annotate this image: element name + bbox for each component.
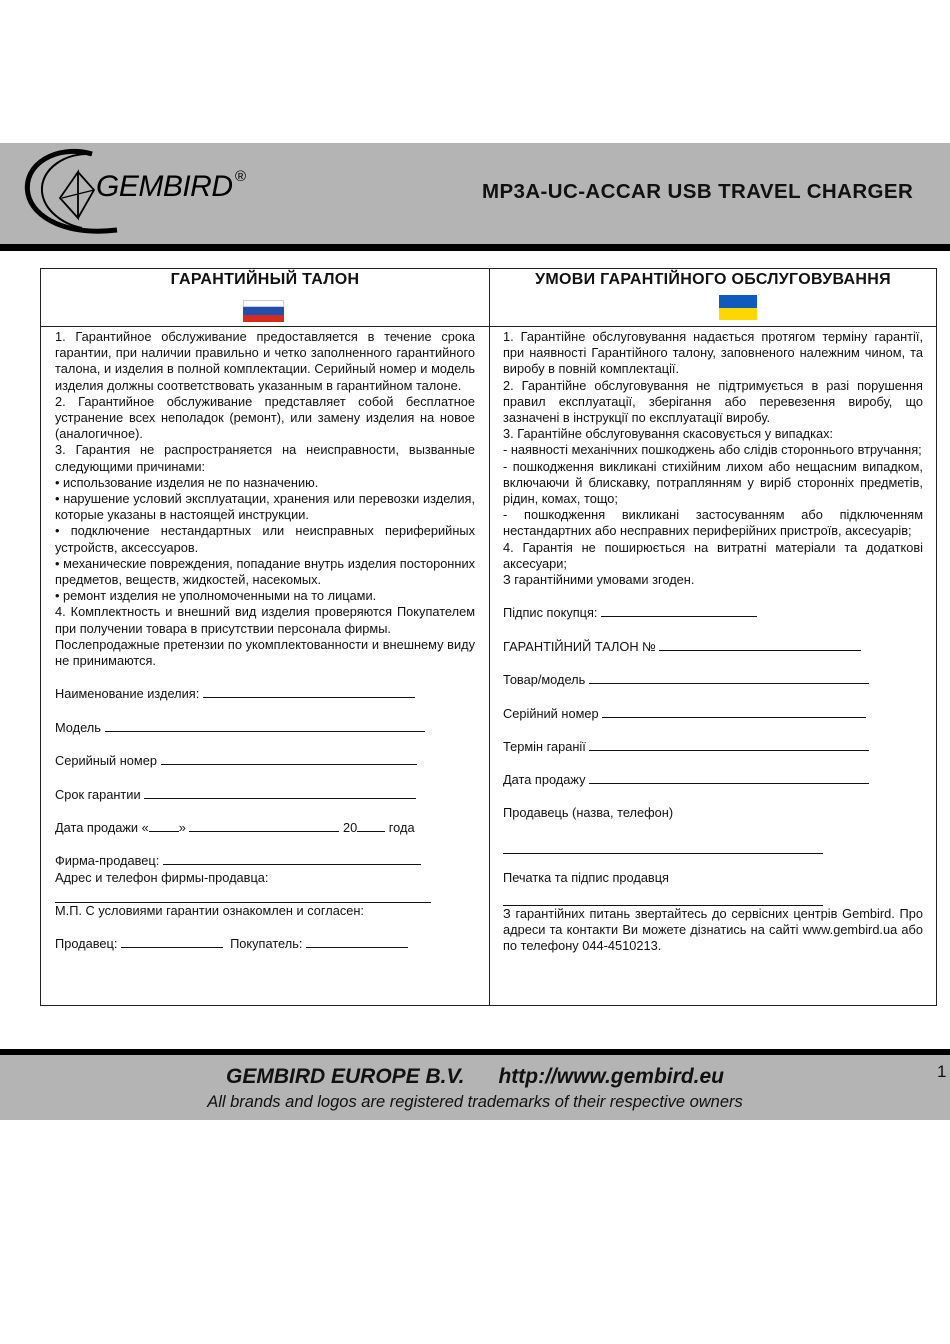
stamp-agreement: М.П. С условиями гарантии ознакомлен и согласен:	[55, 902, 364, 918]
right-paragraph: 3. Гарантійне обслуговування скасовується у випадках:	[503, 426, 834, 442]
right-paragraph: 2. Гарантійне обслуговування не підтримується в разі порушення правил експлуатації, зберігання або перевезення виробу, що зазначені в інструкції по експлуатації виробу.	[503, 377, 923, 426]
left-column	[55, 329, 475, 952]
seller-firm-field[interactable]: Фирма-продавец:	[55, 852, 475, 869]
warranty-table	[40, 268, 937, 1006]
right-column-heading: УМОВИ ГАРАНТІЙНОГО ОБСЛУГОВУВАННЯ	[535, 271, 891, 288]
service-contact-note: З гарантійних питань звертайтесь до сервісних центрів Gembird. Про адреси та контакти Ви можете дізнатись на сайті www.gembird.ua або по телефону 044-4510213.	[503, 905, 923, 953]
product-name-field[interactable]: Наименование изделия:	[55, 685, 475, 702]
header-divider	[41, 326, 936, 327]
footer-company-line	[0, 1065, 950, 1089]
company-url[interactable]: http://www.gembird.eu	[498, 1065, 724, 1088]
left-paragraph: 3. Гарантия не распространяется на неисправности, вызванные следующими причинами:	[55, 442, 475, 474]
left-paragraph: Послепродажные претензии по укомплектованности и внешнему виду не принимаются.	[55, 636, 475, 669]
ukraine-flag-icon	[719, 295, 757, 320]
signatures-field[interactable]: Продавец: Покупатель:	[55, 935, 475, 952]
right-paragraph: 1. Гарантійне обслуговування надається протягом терміну гарантії, при наявності Гарантійного талону, заповненого належним чином, та виробу в повній комплектації.	[503, 329, 923, 377]
warranty-number-field[interactable]: ГАРАНТІЙНИЙ ТАЛОН №	[503, 638, 923, 655]
model-field[interactable]: Модель	[55, 719, 475, 736]
right-column	[503, 329, 923, 954]
product-model-field[interactable]: Товар/модель	[503, 671, 923, 688]
russia-flag-icon	[243, 300, 284, 322]
warranty-term-field[interactable]: Срок гарантии	[55, 786, 475, 803]
left-column-heading: ГАРАНТИЙНЫЙ ТАЛОН	[170, 271, 360, 288]
page-number: 1	[937, 1062, 947, 1081]
sale-date-field-ua[interactable]: Дата продажу	[503, 771, 923, 788]
seller-name-line[interactable]	[503, 841, 823, 854]
right-paragraph: - пошкодження викликані стихійним лихом або нещасним випадком, включаючи й блискавку, потраплянням у виріб сторонніх предметів, рідин, комах, тощо;	[503, 458, 923, 507]
right-paragraph: З гарантійними умовами згоден.	[503, 572, 695, 588]
serial-number-field[interactable]: Серийный номер	[55, 752, 475, 769]
company-name: GEMBIRD EUROPE B.V.	[226, 1065, 465, 1088]
serial-number-field-ua[interactable]: Серійний номер	[503, 705, 923, 722]
left-paragraph: 4. Комплектность и внешний вид изделия проверяются Покупателем при получении товара в присутствии персонала фирмы.	[55, 604, 475, 636]
seller-name-label: Продавець (назва, телефон)	[503, 804, 674, 820]
document-title: MP3A-UC-ACCAR USB TRAVEL CHARGER	[482, 180, 914, 203]
left-paragraph: • использование изделия не по назначению.	[55, 474, 319, 490]
left-paragraph: • подключение нестандартных или неисправных периферийных устройств, аксессуаров.	[55, 523, 475, 555]
right-paragraph: - наявності механічних пошкоджень або слідів стороннього втручання;	[503, 442, 922, 458]
seller-address-label: Адрес и телефон фирмы-продавца:	[55, 869, 269, 885]
seller-stamp-label: Печатка та підпис продавця	[503, 870, 669, 886]
left-paragraph: • механические повреждения, попадание внутрь изделия посторонних предметов, веществ, жидкостей, насекомых.	[55, 555, 475, 588]
seller-address-line[interactable]	[55, 890, 431, 903]
left-paragraph: • ремонт изделия не уполномоченными на то лицами.	[55, 588, 377, 604]
right-paragraph: 4. Гарантія не поширюється на витратні матеріали та додаткові аксесуари;	[503, 539, 923, 571]
left-paragraph: 1. Гарантийное обслуживание предоставляется в течение срока гарантии, при наличии правильно и четко заполненного гарантийного талона, и изделия в полной комплектации. Серийный номер и модель изделия должны соответствовать указанным в гарантийном талоне.	[55, 329, 475, 393]
seller-stamp-line[interactable]	[503, 893, 823, 906]
header-rule	[0, 244, 950, 251]
column-divider	[489, 269, 490, 1005]
right-paragraph: - пошкодження викликані застосуванням або підключенням нестандартних або несправних периферійних пристроїв, аксесуарів;	[503, 507, 923, 539]
registered-mark: ®	[235, 168, 247, 185]
trademark-note: All brands and logos are registered trademarks of their respective owners	[207, 1093, 743, 1111]
warranty-term-field-ua[interactable]: Термін гаранії	[503, 738, 923, 755]
left-paragraph: 2. Гарантийное обслуживание представляет собой бесплатное устранение всех неполадок (ремонт), или замену изделия на новое (аналогичное).	[55, 393, 475, 442]
sale-date-field[interactable]: Дата продажи « » 20 года	[55, 820, 415, 836]
buyer-signature-field[interactable]: Підпис покупця:	[503, 604, 923, 621]
left-paragraph: • нарушение условий эксплуатации, хранения или перевозки изделия, которые указаны в настоящей инструкции.	[55, 491, 475, 523]
brand-name: GEMBIRD	[96, 170, 233, 203]
